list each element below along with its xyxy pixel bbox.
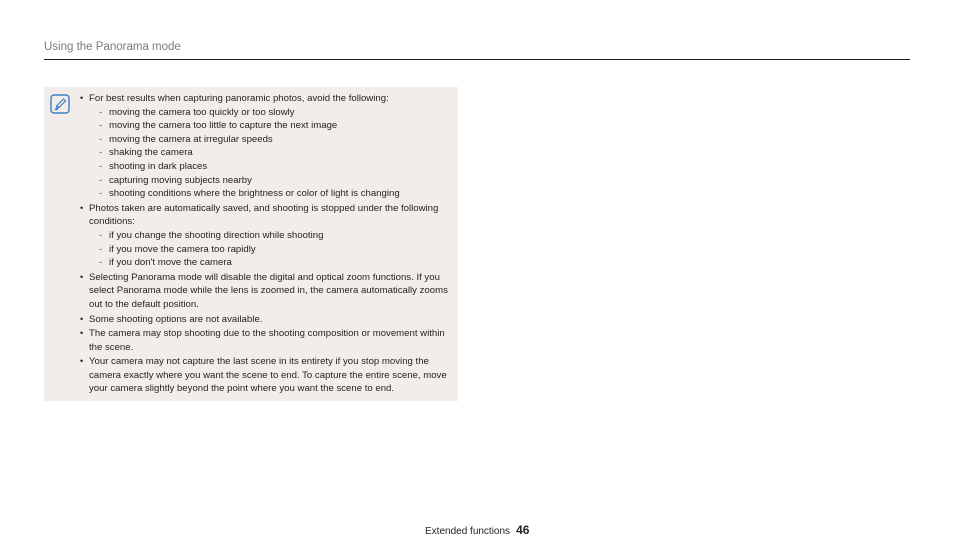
note-item <box>77 271 455 312</box>
sub-item-text: if you move the camera too rapidly <box>109 243 256 255</box>
sub-list-item <box>89 256 455 270</box>
sub-list-item <box>89 146 455 160</box>
sub-list-item <box>89 174 455 188</box>
sub-item-text: moving the camera at irregular speeds <box>109 133 273 145</box>
note-pencil-icon <box>50 94 70 114</box>
footer-section-label: Extended functions <box>425 526 511 537</box>
bullet-icon: • <box>80 356 84 367</box>
bullet-icon: • <box>80 271 84 282</box>
dash-icon: - <box>99 106 103 118</box>
note-item-text: The camera may stop shooting due to the shooting composition or movement within the scene. <box>89 328 445 353</box>
sub-item-text: capturing moving subjects nearby <box>109 174 252 186</box>
note-item-text: Photos taken are automatically saved, and shooting is stopped under the following conditions: <box>89 202 439 228</box>
page-number: 46 <box>516 523 530 537</box>
sub-list-item <box>89 187 455 201</box>
sub-list-item <box>89 243 455 257</box>
note-item <box>77 92 455 201</box>
dash-icon: - <box>99 147 103 159</box>
sub-list-item <box>89 160 455 174</box>
note-item <box>77 202 455 270</box>
dash-icon: - <box>99 160 103 172</box>
sub-list <box>89 106 455 201</box>
note-item-text: Selecting Panorama mode will disable the digital and optical zoom functions. If you select Panorama mode while the lens is zoomed in, the camera automatically zooms out to the default position. <box>89 271 448 310</box>
note-item-text: Your camera may not capture the last scene in its entirety if you stop moving the camera exactly where you want the scene to end. To capture the entire scene, move your camera slightly beyond the point where you want the scene to end. <box>89 356 447 395</box>
sub-item-text: if you change the shooting direction while shooting <box>109 229 324 241</box>
sub-item-text: shooting conditions where the brightness or color of light is changing <box>109 188 400 200</box>
dash-icon: - <box>99 120 103 132</box>
dash-icon: - <box>99 188 103 200</box>
sub-item-text: if you don't move the camera <box>109 257 232 269</box>
dash-icon: - <box>99 174 103 186</box>
note-item <box>77 355 455 396</box>
bullet-icon: • <box>80 313 84 324</box>
sub-item-text: moving the camera too quickly or too slowly <box>109 106 295 118</box>
sub-list-item <box>89 106 455 120</box>
dash-icon: - <box>99 257 103 269</box>
sub-list-item <box>89 229 455 243</box>
sub-item-text: shaking the camera <box>109 147 193 159</box>
header-divider <box>44 59 910 60</box>
note-item <box>77 313 455 327</box>
sub-item-text: shooting in dark places <box>109 160 208 172</box>
sub-list-item <box>89 119 455 133</box>
sub-list-item <box>89 133 455 147</box>
dash-icon: - <box>99 229 103 241</box>
note-item <box>77 327 455 354</box>
page-footer <box>425 523 529 537</box>
sub-item-text: moving the camera too little to capture the next image <box>109 120 338 132</box>
note-item-text: Some shooting options are not available. <box>89 313 263 325</box>
bullet-icon: • <box>80 202 84 213</box>
bullet-icon: • <box>80 328 84 339</box>
note-list <box>77 92 455 396</box>
sub-list <box>89 229 455 270</box>
note-item-text: For best results when capturing panoramic photos, avoid the following: <box>89 93 389 104</box>
page-header-title: Using the Panorama mode <box>44 41 181 53</box>
dash-icon: - <box>99 243 103 255</box>
bullet-icon: • <box>80 93 84 103</box>
dash-icon: - <box>99 133 103 145</box>
